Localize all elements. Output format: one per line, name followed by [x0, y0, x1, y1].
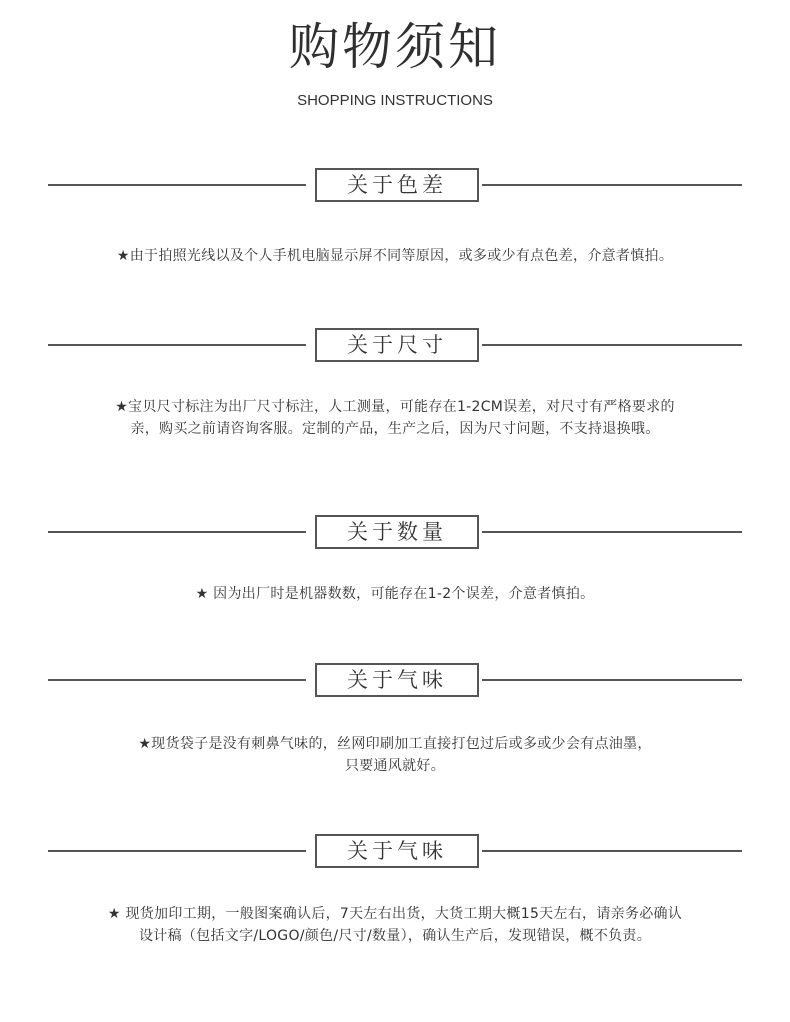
- section-text-line: ★由于拍照光线以及个人手机电脑显示屏不同等原因，或多或少有点色差，介意者慎拍。: [116, 248, 674, 264]
- divider-line-right: [482, 679, 742, 681]
- divider-line-left: [48, 850, 306, 852]
- divider-line-right: [482, 850, 742, 852]
- section-text-line: 只要通风就好。: [344, 758, 446, 774]
- section-header-smell: [48, 663, 742, 697]
- section-text-line: 亲，购买之前请咨询客服。定制的产品，生产之后，因为尺寸问题，不支持退换哦。: [130, 421, 660, 437]
- section-text-line: ★ 因为出厂时是机器数数，可能存在1-2个误差，介意者慎拍。: [195, 586, 595, 602]
- divider-line-right: [482, 531, 742, 533]
- section-label-smell: 关于气味: [315, 663, 479, 697]
- section-text-quantity: [30, 583, 760, 605]
- section-text-line: ★ 现货加印工期，一般图案确认后，7天左右出货，大货工期大概15天左右，请亲务必确认: [107, 906, 683, 922]
- section-header-production: [48, 834, 742, 868]
- section-text-line: ★现货袋子是没有刺鼻气味的，丝网印刷加工直接打包过后或多或少会有点油墨，: [138, 736, 652, 752]
- section-label-quantity: 关于数量: [315, 515, 479, 549]
- section-header-size: [48, 328, 742, 362]
- page-title: 购物须知: [289, 18, 501, 76]
- section-text-line: ★宝贝尺寸标注为出厂尺寸标注，人工测量，可能存在1-2CM误差，对尺寸有严格要求的: [115, 399, 675, 415]
- divider-line-right: [482, 344, 742, 346]
- page-subtitle: SHOPPING INSTRUCTIONS: [297, 92, 493, 109]
- section-text-line: 设计稿（包括文字/LOGO/颜色/尺寸/数量），确认生产后，发现错误，概不负责。: [138, 928, 652, 944]
- section-label-color: 关于色差: [315, 168, 479, 202]
- section-header-color: [48, 168, 742, 202]
- section-text-smell: [30, 733, 760, 777]
- section-text-size: [30, 396, 760, 440]
- section-label-size: 关于尺寸: [315, 328, 479, 362]
- divider-line-left: [48, 344, 306, 346]
- divider-line-left: [48, 184, 306, 186]
- section-text-color: [30, 245, 760, 267]
- divider-line-right: [482, 184, 742, 186]
- section-header-quantity: [48, 515, 742, 549]
- section-label-production: 关于气味: [315, 834, 479, 868]
- divider-line-left: [48, 679, 306, 681]
- section-text-production: [30, 903, 760, 947]
- divider-line-left: [48, 531, 306, 533]
